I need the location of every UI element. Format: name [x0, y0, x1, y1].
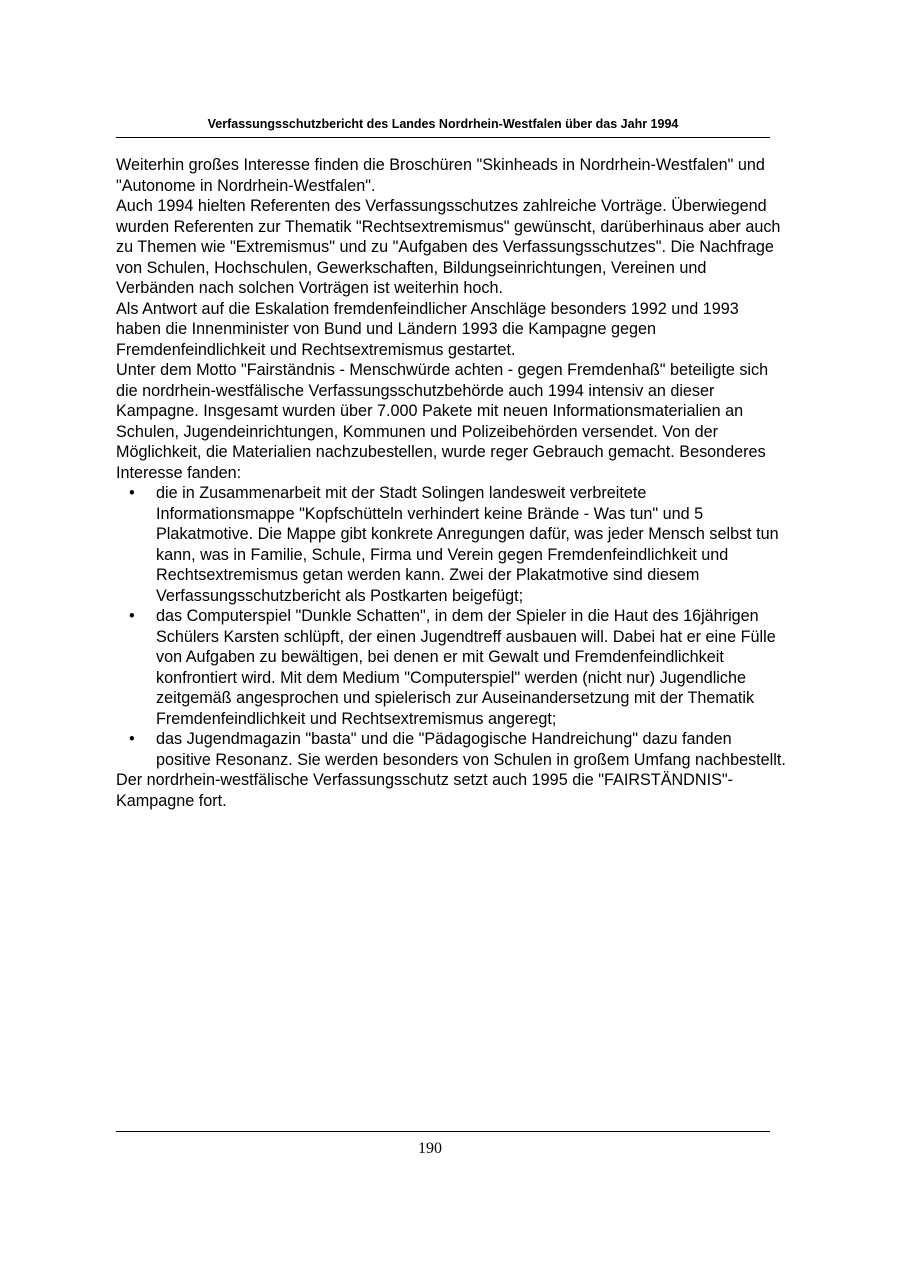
paragraph-fairstaendnis: Unter dem Motto "Fairständnis - Menschwürde achten - gegen Fremdenhaß" beteiligte sich die nordrhein-westfälische Verfassungsschutzbehörde auch 1994 intensiv an dieser Kampagne. Insgesamt wurden über 7.000 Pakete mit neuen Informationsmaterialien an Schulen, Jugendeinrichtungen, Kommunen und Polizeibehörden versendet. Von der Möglichkeit, die Materialien nachzubestellen, wurde reger Gebrauch gemacht. Besonderes Interesse fanden:: [116, 361, 769, 482]
paragraph-lectures: Auch 1994 hielten Referenten des Verfassungsschutzes zahlreiche Vorträge. Überwiegend wurden Referenten zur Thematik "Rechtsextremismus" gewünscht, darüberhinaus aber auch zu Themen wie "Extremismus" und zu "Aufgaben des Verfassungsschutzes". Die Nachfrage von Schulen, Hochschulen, Gewerkschaften, Bildungseinrichtungen, Vereinen und Verbänden nach solchen Vorträgen ist weiterhin hoch.: [116, 197, 781, 297]
paragraph-brochures: Weiterhin großes Interesse finden die Broschüren "Skinheads in Nordrhein-Westfalen" und "Autonome in Nordrhein-Westfalen".: [116, 156, 765, 195]
paragraph-closing: Der nordrhein-westfälische Verfassungsschutz setzt auch 1995 die "FAIRSTÄNDNIS"-Kampagne fort.: [116, 771, 733, 810]
list-item: [116, 483, 786, 606]
page-number: 190: [418, 1140, 442, 1157]
bullet-icon: •: [129, 730, 135, 748]
list-item-text: die in Zusammenarbeit mit der Stadt Solingen landesweit verbreitete Informationsmappe "Kopfschütteln verhindert keine Brände - Was tun" und 5 Plakatmotive. Die Mappe gibt konkrete Anregungen dafür, was jeder Mensch selbst tun kann, was in Familie, Schule, Firma und Verein gegen Fremdenfeindlichkeit und Rechtsextremismus getan werden kann. Zwei der Plakatmotive sind diesem Verfassungsschutzbericht als Postkarten beigefügt;: [156, 484, 779, 605]
bullet-icon: •: [129, 484, 135, 502]
running-header: Verfassungsschutzbericht des Landes Nordrhein-Westfalen über das Jahr 1994: [207, 117, 679, 131]
list-item: [116, 606, 786, 729]
footer-divider: [116, 1131, 770, 1132]
list-item-text: das Computerspiel "Dunkle Schatten", in dem der Spieler in die Haut des 16jährigen Schülers Karsten schlüpft, der einen Jugendtreff ausbauen will. Dabei hat er eine Fülle von Aufgaben zu bewältigen, bei denen er mit Gewalt und Fremdenfeindlichkeit konfrontiert wird. Mit dem Medium "Computerspiel" werden (nicht nur) Jugendliche zeitgemäß angesprochen und spielerisch zur Auseinandersetzung mit der Thematik Fremdenfeindlichkeit und Rechtsextremismus angeregt;: [156, 607, 776, 728]
main-text: [116, 155, 786, 811]
header-divider: [116, 137, 770, 138]
list-item: [116, 729, 786, 770]
list-item-text: das Jugendmagazin "basta" und die "Pädagogische Handreichung" dazu fanden positive Resonanz. Sie werden besonders von Schulen in großem Umfang nachbestellt.: [156, 730, 786, 769]
bullet-icon: •: [129, 607, 135, 625]
bullet-list: [116, 483, 786, 770]
paragraph-campaign-start: Als Antwort auf die Eskalation fremdenfeindlicher Anschläge besonders 1992 und 1993 haben die Innenminister von Bund und Ländern 1993 die Kampagne gegen Fremdenfeindlichkeit und Rechtsextremismus gestartet.: [116, 299, 739, 359]
